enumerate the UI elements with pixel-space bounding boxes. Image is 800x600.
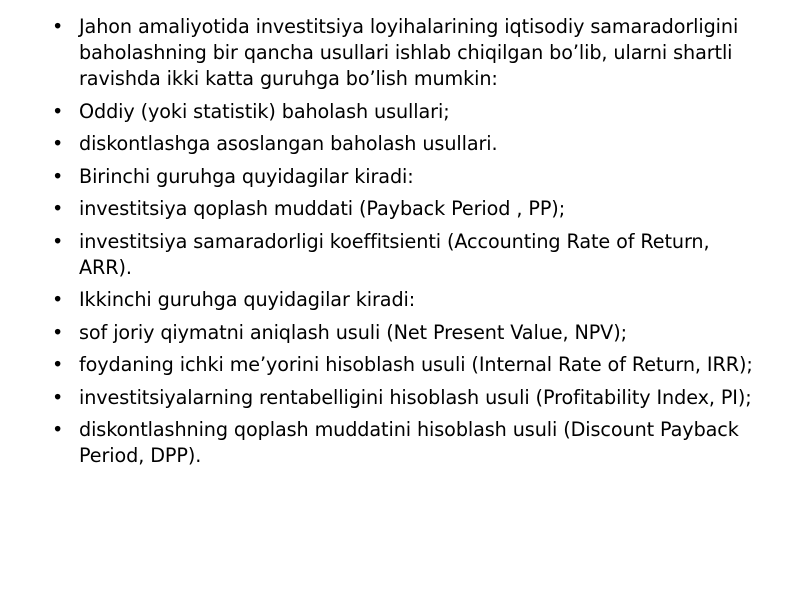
bullet-item [52, 287, 760, 313]
bullet-text: investitsiya qoplash muddati (Payback Period , PP); [79, 197, 566, 220]
bullet-item [52, 320, 760, 346]
bullet-item [52, 196, 760, 222]
bullet-text: diskontlashga asoslangan baholash usullari. [79, 132, 498, 155]
bullet-icon: • [52, 353, 64, 376]
bullet-text: diskontlashning qoplash muddatini hisoblash usuli (Discount Payback Period, DPP). [79, 418, 739, 467]
bullet-item [52, 99, 760, 125]
bullet-item [52, 164, 760, 190]
bullet-icon: • [52, 15, 64, 38]
bullet-text: Birinchi guruhga quyidagilar kiradi: [79, 164, 414, 188]
bullet-icon: • [52, 132, 64, 155]
bullet-icon: • [52, 288, 64, 311]
bullet-icon: • [52, 197, 64, 220]
bullet-icon: • [52, 320, 64, 344]
bullet-item [52, 14, 760, 92]
bullet-item [52, 385, 760, 411]
bullet-text: investitsiya samaradorligi koeffitsienti (Accounting Rate of Return, ARR). [79, 229, 710, 279]
bullet-list [52, 14, 760, 469]
bullet-text: sof joriy qiymatni aniqlash usuli (Net Present Value, NPV); [79, 320, 627, 344]
bullet-icon: • [52, 229, 64, 253]
bullet-icon: • [52, 164, 64, 188]
bullet-item [52, 417, 760, 469]
bullet-text: Ikkinchi guruhga quyidagilar kiradi: [79, 288, 416, 311]
bullet-text: foydaning ichki me’yorini hisoblash usuli (Internal Rate of Return, IRR); [79, 353, 753, 376]
bullet-item [52, 131, 760, 157]
bullet-text: Jahon amaliyotida investitsiya loyihalarining iqtisodiy samaradorligini baholashning bir qancha usullari ishlab chiqilgan bo’lib, ularni shartli ravishda ikki katta guruhga bo’lish mumkin: [79, 15, 739, 90]
bullet-icon: • [52, 99, 64, 123]
bullet-item [52, 229, 760, 281]
bullet-icon: • [52, 385, 64, 409]
bullet-text: investitsiyalarning rentabelligini hisoblash usuli (Profitability Index, PI); [79, 385, 752, 409]
bullet-item [52, 352, 760, 378]
bullet-text: Oddiy (yoki statistik) baholash usullari; [79, 99, 450, 123]
bullet-icon: • [52, 418, 64, 441]
